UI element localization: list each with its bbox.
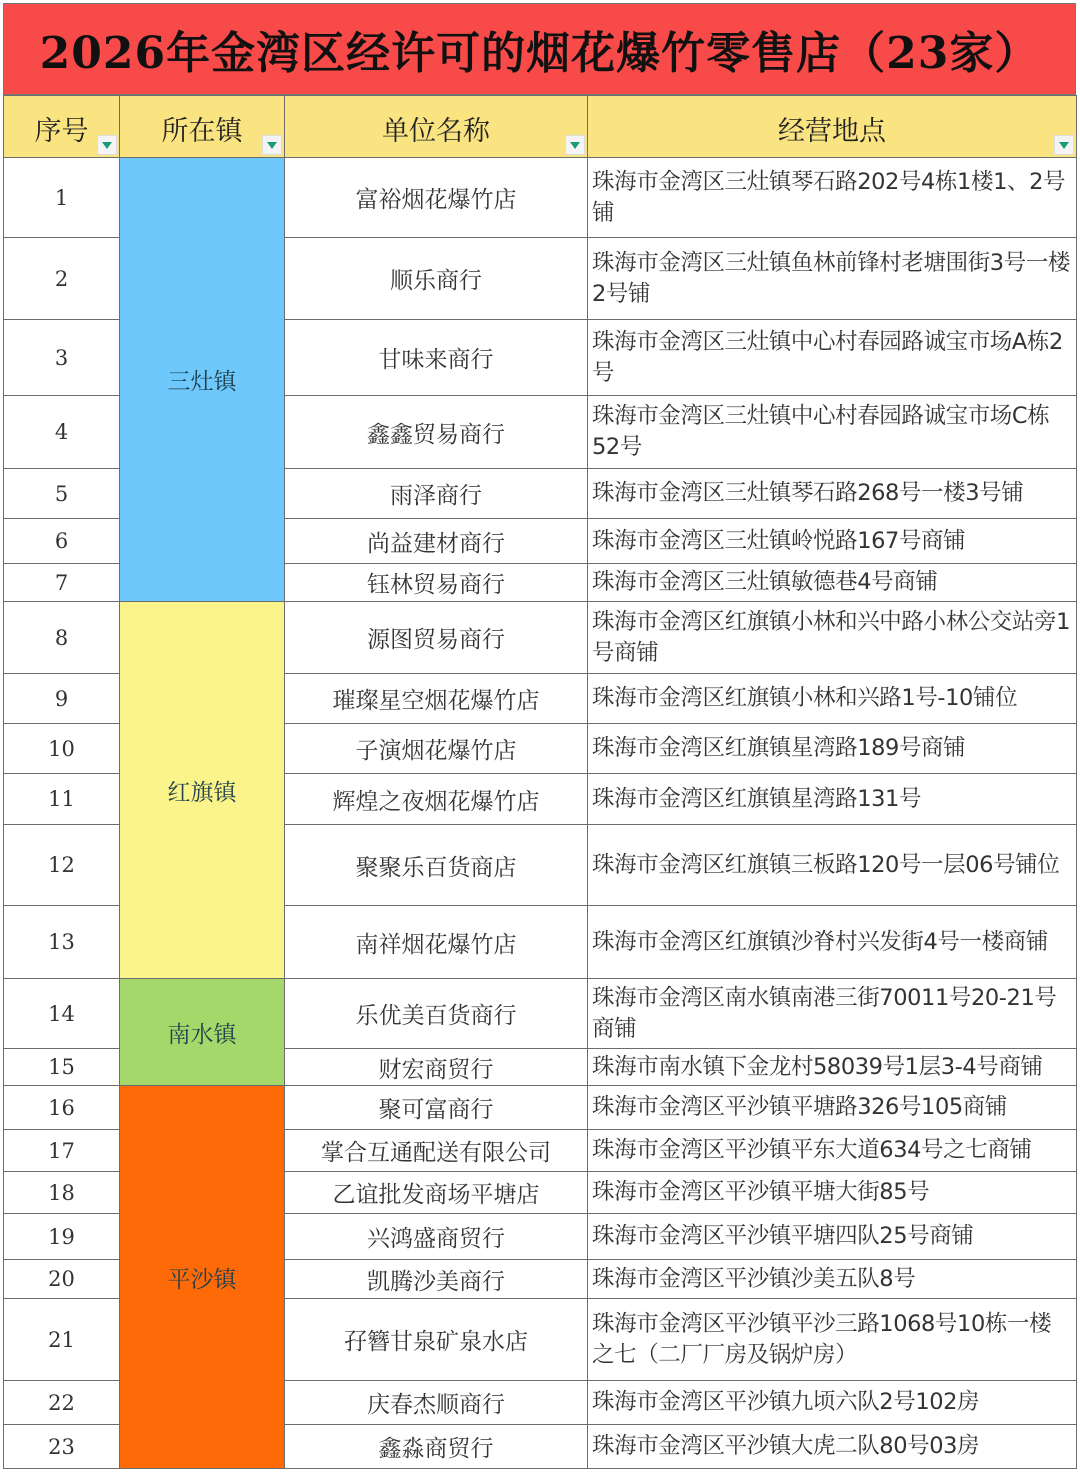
table-row — [4, 602, 1077, 674]
filter-dropdown-name[interactable] — [565, 135, 585, 155]
cell-store-name[interactable]: 富裕烟花爆竹店 — [285, 158, 588, 238]
cell-store-name[interactable]: 掌合互通配送有限公司 — [285, 1130, 588, 1172]
cell-store-name[interactable]: 辉煌之夜烟花爆竹店 — [285, 774, 588, 825]
cell-store-name[interactable]: 顺乐商行 — [285, 238, 588, 320]
cell-address[interactable]: 珠海市金湾区三灶镇琴石路268号一楼3号铺 — [588, 469, 1077, 519]
cell-address[interactable]: 珠海市金湾区平沙镇九顷六队2号102房 — [588, 1381, 1077, 1425]
cell-store-name[interactable]: 钰林贸易商行 — [285, 564, 588, 602]
cell-store-name[interactable]: 凯腾沙美商行 — [285, 1260, 588, 1299]
cell-store-name[interactable]: 聚可富商行 — [285, 1086, 588, 1130]
cell-store-name[interactable]: 甘味来商行 — [285, 320, 588, 396]
cell-seq[interactable]: 17 — [4, 1130, 120, 1172]
cell-seq[interactable]: 21 — [4, 1299, 120, 1381]
table-row — [4, 158, 1077, 238]
cell-address[interactable]: 珠海市金湾区红旗镇小林和兴路1号-10铺位 — [588, 674, 1077, 724]
cell-seq[interactable]: 4 — [4, 396, 120, 469]
cell-seq[interactable]: 23 — [4, 1425, 120, 1469]
cell-address[interactable]: 珠海市金湾区平沙镇平东大道634号之七商铺 — [588, 1130, 1077, 1172]
cell-address[interactable]: 珠海市金湾区三灶镇中心村春园路诚宝市场A栋2号 — [588, 320, 1077, 396]
cell-address[interactable]: 珠海市金湾区南水镇南港三街70011号20-21号商铺 — [588, 979, 1077, 1049]
column-header-name: 单位名称 — [285, 96, 588, 158]
cell-store-name[interactable]: 兴鸿盛商贸行 — [285, 1214, 588, 1260]
cell-store-name[interactable]: 南祥烟花爆竹店 — [285, 906, 588, 979]
cell-address[interactable]: 珠海市金湾区平沙镇沙美五队8号 — [588, 1260, 1077, 1299]
cell-address[interactable]: 珠海市金湾区红旗镇三板路120号一层06号铺位 — [588, 825, 1077, 906]
chevron-down-icon — [267, 142, 277, 149]
header-row — [4, 96, 1077, 158]
cell-seq[interactable]: 14 — [4, 979, 120, 1049]
cell-address[interactable]: 珠海市金湾区平沙镇平塘大街85号 — [588, 1172, 1077, 1214]
cell-seq[interactable]: 10 — [4, 724, 120, 774]
title-banner — [3, 3, 1076, 95]
cell-seq[interactable]: 7 — [4, 564, 120, 602]
cell-store-name[interactable]: 庆春杰顺商行 — [285, 1381, 588, 1425]
filter-dropdown-address[interactable] — [1054, 135, 1074, 155]
cell-address[interactable]: 珠海市金湾区红旗镇星湾路131号 — [588, 774, 1077, 825]
cell-seq[interactable]: 11 — [4, 774, 120, 825]
cell-store-name[interactable]: 尚益建材商行 — [285, 519, 588, 564]
cell-seq[interactable]: 18 — [4, 1172, 120, 1214]
cell-address[interactable]: 珠海市金湾区红旗镇星湾路189号商铺 — [588, 724, 1077, 774]
cell-seq[interactable]: 19 — [4, 1214, 120, 1260]
cell-seq[interactable]: 2 — [4, 238, 120, 320]
cell-town[interactable]: 平沙镇 — [120, 1086, 285, 1469]
cell-store-name[interactable]: 聚聚乐百货商店 — [285, 825, 588, 906]
cell-town[interactable]: 三灶镇 — [120, 158, 285, 602]
cell-store-name[interactable]: 子演烟花爆竹店 — [285, 724, 588, 774]
cell-town[interactable]: 红旗镇 — [120, 602, 285, 979]
cell-town[interactable]: 南水镇 — [120, 979, 285, 1086]
cell-address[interactable]: 珠海市金湾区平沙镇大虎二队80号03房 — [588, 1425, 1077, 1469]
cell-address[interactable]: 珠海市金湾区三灶镇敏德巷4号商铺 — [588, 564, 1077, 602]
cell-seq[interactable]: 22 — [4, 1381, 120, 1425]
chevron-down-icon — [102, 142, 112, 149]
cell-store-name[interactable]: 财宏商贸行 — [285, 1049, 588, 1086]
column-header-address: 经营地点 — [588, 96, 1077, 158]
cell-seq[interactable]: 6 — [4, 519, 120, 564]
cell-store-name[interactable]: 乐优美百货商行 — [285, 979, 588, 1049]
cell-store-name[interactable]: 璀璨星空烟花爆竹店 — [285, 674, 588, 724]
filter-dropdown-seq[interactable] — [97, 135, 117, 155]
cell-seq[interactable]: 8 — [4, 602, 120, 674]
cell-address[interactable]: 珠海市南水镇下金龙村58039号1层3-4号商铺 — [588, 1049, 1077, 1086]
cell-store-name[interactable]: 鑫鑫贸易商行 — [285, 396, 588, 469]
retail-store-table — [3, 95, 1077, 1469]
page-title: 2026年金湾区经许可的烟花爆竹零售店（23家） — [39, 28, 1040, 79]
cell-store-name[interactable]: 乙谊批发商场平塘店 — [285, 1172, 588, 1214]
cell-address[interactable]: 珠海市金湾区三灶镇琴石路202号4栋1楼1、2号铺 — [588, 158, 1077, 238]
cell-address[interactable]: 珠海市金湾区平沙镇平塘路326号105商铺 — [588, 1086, 1077, 1130]
cell-seq[interactable]: 20 — [4, 1260, 120, 1299]
cell-store-name[interactable]: 源图贸易商行 — [285, 602, 588, 674]
cell-seq[interactable]: 13 — [4, 906, 120, 979]
column-header-town: 所在镇 — [120, 96, 285, 158]
cell-address[interactable]: 珠海市金湾区红旗镇沙脊村兴发街4号一楼商铺 — [588, 906, 1077, 979]
cell-seq[interactable]: 1 — [4, 158, 120, 238]
cell-seq[interactable]: 12 — [4, 825, 120, 906]
cell-seq[interactable]: 3 — [4, 320, 120, 396]
column-header-seq: 序号 — [4, 96, 120, 158]
chevron-down-icon — [570, 142, 580, 149]
cell-seq[interactable]: 5 — [4, 469, 120, 519]
cell-store-name[interactable]: 孖簪甘泉矿泉水店 — [285, 1299, 588, 1381]
cell-store-name[interactable]: 鑫淼商贸行 — [285, 1425, 588, 1469]
cell-address[interactable]: 珠海市金湾区平沙镇平塘四队25号商铺 — [588, 1214, 1077, 1260]
cell-seq[interactable]: 15 — [4, 1049, 120, 1086]
table-row — [4, 1086, 1077, 1130]
cell-address[interactable]: 珠海市金湾区红旗镇小林和兴中路小林公交站旁1号商铺 — [588, 602, 1077, 674]
cell-seq[interactable]: 16 — [4, 1086, 120, 1130]
filter-dropdown-town[interactable] — [262, 135, 282, 155]
cell-store-name[interactable]: 雨泽商行 — [285, 469, 588, 519]
cell-address[interactable]: 珠海市金湾区三灶镇中心村春园路诚宝市场C栋52号 — [588, 396, 1077, 469]
table-row — [4, 979, 1077, 1049]
cell-address[interactable]: 珠海市金湾区三灶镇岭悦路167号商铺 — [588, 519, 1077, 564]
cell-address[interactable]: 珠海市金湾区三灶镇鱼林前锋村老塘围街3号一楼2号铺 — [588, 238, 1077, 320]
cell-address[interactable]: 珠海市金湾区平沙镇平沙三路1068号10栋一楼之七（二厂厂房及锅炉房） — [588, 1299, 1077, 1381]
chevron-down-icon — [1059, 142, 1069, 149]
cell-seq[interactable]: 9 — [4, 674, 120, 724]
